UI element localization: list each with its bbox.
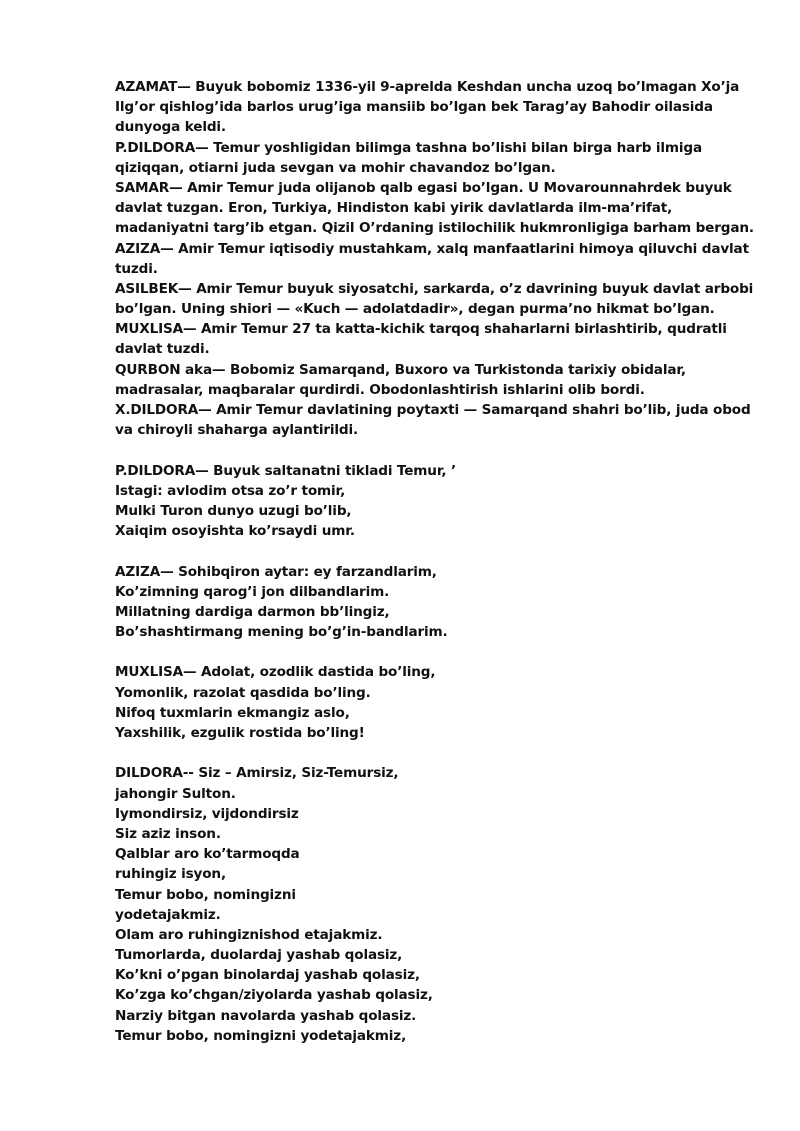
text-line: MUXLISA— Amir Temur 27 ta katta-kichik tarqoq shaharlarni birlashtirib, qudratli: [115, 321, 727, 338]
text-line: tuzdi.: [115, 260, 158, 277]
verse-line: Bo’shashtirmang mening bo’g’in-bandlarim.: [115, 624, 448, 641]
text-line: P.DILDORA— Temur yoshligidan bilimga tashna bo’lishi bilan birga harb ilmiga: [115, 139, 703, 156]
verse-line: Temur bobo, nomingizni: [115, 886, 296, 903]
verse-line: Olam aro ruhingiznishod etajakmiz.: [115, 926, 383, 943]
text-line: davlat tuzgan. Eron, Turkiya, Hindiston kabi yirik davlatlarda ilm-ma’rifat,: [115, 200, 673, 217]
document-page: [115, 77, 755, 1046]
text-line: dunyoga keldi.: [115, 119, 226, 136]
verse-line: yodetajakmiz.: [115, 906, 221, 923]
verse-line: Xaiqim osoyishta ko’rsaydi umr.: [115, 523, 355, 540]
verse-line: Ko’kni o’pgan binolardaj yashab qolasiz,: [115, 967, 420, 984]
verse-line: Mulki Turon dunyo uzugi bo’lib,: [115, 502, 352, 519]
verse-line: Ko’zga ko’chgan/ziyolarda yashab qolasiz,: [115, 987, 433, 1004]
poem-stanza-2: [115, 562, 755, 643]
verse-line: ruhingiz isyon,: [115, 866, 226, 883]
verse-line: Temur bobo, nomingizni yodetajakmiz,: [115, 1027, 407, 1044]
text-line: qiziqqan, otiarni juda sevgan va mohir chavandoz bo’lgan.: [115, 159, 556, 176]
text-line: SAMAR— Amir Temur juda olijanob qalb egasi bo’lgan. U Movarounnahrdek buyuk: [115, 179, 732, 196]
verse-line: Narziy bitgan navolarda yashab qolasiz.: [115, 1007, 417, 1024]
verse-line: DILDORA-- Siz – Amirsiz, Siz-Temursiz,: [115, 765, 399, 782]
text-line: Ilg’or qishlog’ida barlos urug’iga mansiib bo’lgan bek Tarag’ay Bahodir oilasida: [115, 99, 713, 116]
verse-line: Yomonlik, razolat qasdida bo’ling.: [115, 684, 371, 701]
text-line: madrasalar, maqbaralar qurdirdi. Obodonlashtirish ishlarini olib bordi.: [115, 381, 645, 398]
verse-line: Iymondirsiz, vijdondirsiz: [115, 805, 299, 822]
verse-line: AZIZA— Sohibqiron aytar: ey farzandlarim,: [115, 563, 437, 580]
text-line: va chiroyli shaharga aylantirildi.: [115, 422, 359, 439]
poem-stanza-4: [115, 763, 755, 1046]
text-line: davlat tuzdi.: [115, 341, 210, 358]
text-line: ASILBEK— Amir Temur buyuk siyosatchi, sarkarda, o’z davrining buyuk davlat arbobi: [115, 280, 754, 297]
poem-stanza-1: [115, 461, 755, 542]
verse-line: Yaxshilik, ezgulik rostida bo’ling!: [115, 725, 365, 741]
verse-line: Millatning dardiga darmon bb’lingiz,: [115, 603, 390, 620]
poem-stanza-3: [115, 662, 755, 743]
verse-line: Ko’zimning qarog’i jon dilbandlarim.: [115, 583, 390, 600]
verse-line: Siz aziz inson.: [115, 825, 221, 842]
verse-line: Tumorlarda, duolardaj yashab qolasiz,: [115, 947, 403, 964]
verse-line: Qalblar aro ko’tarmoqda: [115, 846, 300, 863]
verse-line: MUXLISA— Adolat, ozodlik dastida bo’ling,: [115, 664, 436, 681]
verse-line: P.DILDORA— Buyuk saltanatni tikladi Temur, ’: [115, 462, 457, 479]
text-line: AZAMAT— Buyuk bobomiz 1336-yil 9-aprelda Keshdan uncha uzoq bo’lmagan Xo’ja: [115, 79, 740, 95]
text-line: QURBON aka— Bobomiz Samarqand, Buxoro va Turkistonda tarixiy obidalar,: [115, 361, 686, 378]
verse-line: jahongir Sulton.: [115, 785, 236, 802]
text-line: bo’lgan. Uning shiori — «Kuch — adolatdadir», degan purma’no hikmat bo’lgan.: [115, 301, 715, 318]
text-line: X.DILDORA— Amir Temur davlatining poytaxti — Samarqand shahri bo’lib, juda obod: [115, 402, 751, 418]
text-line: madaniyatni targ’ib etgan. Qizil O’rdaning istilochilik hukmronligiga barham bergan.: [115, 220, 754, 237]
text-line: AZIZA— Amir Temur iqtisodiy mustahkam, xalq manfaatlarini himoya qiluvchi davlat: [115, 240, 749, 257]
verse-line: Nifoq tuxmlarin ekmangiz aslo,: [115, 704, 350, 721]
verse-line: Istagi: avlodim otsa zo’r tomir,: [115, 482, 346, 499]
prose-section: [115, 77, 755, 440]
